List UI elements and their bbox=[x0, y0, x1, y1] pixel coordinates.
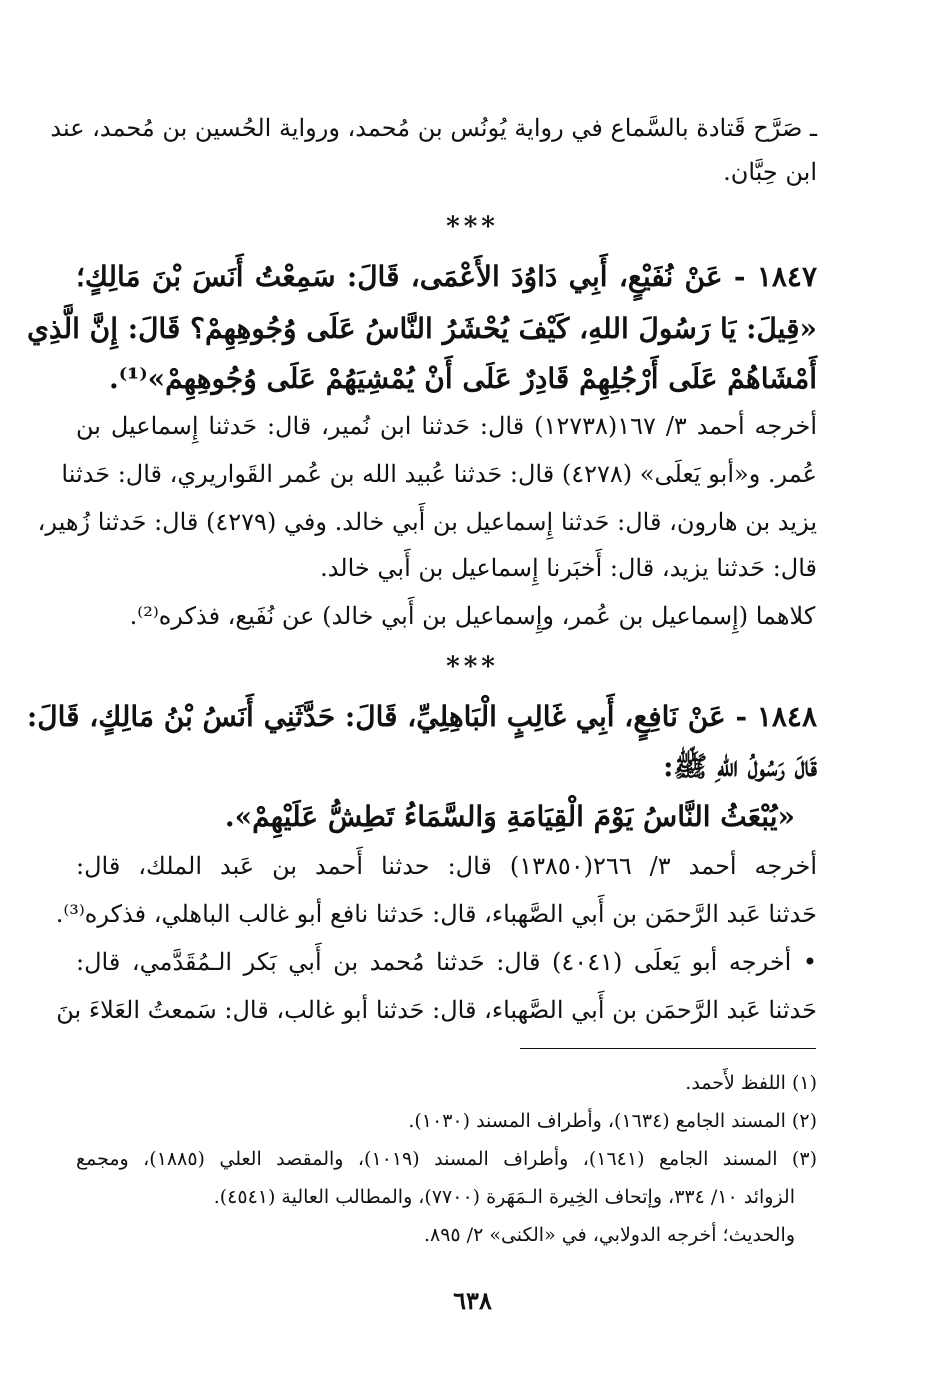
takhrij-1847-line-3: يزيد بن هارون، قال: حَدثنا إِسماعيل بن أَبي خالد. وفي (٤٢٧٩) قال: حَدثنا زُهير، bbox=[37, 508, 817, 536]
hadith-1848-line-1: ١٨٤٨ - عَنْ نَافِعٍ، أَبِي غَالِبٍ الْبَاهِلِيِّ، قَالَ: حَدَّثَنِي أَنَسُ بْنُ مَالِكٍ، قَالَ: bbox=[26, 700, 817, 733]
takhrij-1847-line-2: عُمر. و«أبو يَعلَى» (٤٢٧٨) قال: حَدثنا عُبيد الله بن عُمر القَواريري، قال: حَدثنا bbox=[61, 460, 817, 488]
intro-line-2: ابن حِبَّان. bbox=[723, 158, 817, 186]
footnote-3-line-2: الزوائد ١٠/ ٣٣٤، وإتحاف الخِيرة الـمَهَرة (٧٧٠٠)، والمطالب العالية (٤٥٤١). bbox=[213, 1186, 795, 1208]
section-separator: *** bbox=[446, 212, 499, 242]
takhrij-1848-line-1: أخرجه أحمد ٣/ ٢٦٦(١٣٨٥٠) قال: حدثنا أَحمد بن عَبد الملك، قال: bbox=[76, 852, 817, 880]
hadith-1848-line-3: «يُبْعَثُ النَّاسُ يَوْمَ الْقِيَامَةِ وَالسَّمَاءُ تَطِشُّ عَلَيْهِمْ». bbox=[224, 800, 795, 833]
hadith-1847-line-1: ١٨٤٧ - عَنْ نُفَيْعٍ، أَبِي دَاوُدَ الأَعْمَى، قَالَ: سَمِعْتُ أَنَسَ بْنَ مَالِكٍ؛ bbox=[76, 260, 817, 293]
hadith-1847-line-3: أَمْشَاهُمْ عَلَى أَرْجُلِهِمْ قَادِرٌ عَلَى أَنْ يُمْشِيَهُمْ عَلَى وُجُوهِهِمْ»⁽¹⁾. bbox=[108, 362, 817, 395]
footnote-3-line-1: (٣) المسند الجامع (١٦٤١)، وأطراف المسند (١٠١٩)، والمقصد العلي (١٨٨٥)، ومجمع bbox=[76, 1148, 817, 1170]
intro-line-1: ـ صَرَّح قَتادة بالسَّماع في رواية يُونُس بن مُحمد، ورواية الحُسين بن مُحمد، عند bbox=[50, 114, 817, 142]
takhrij-1847-line-5: كلاهما (إِسماعيل بن عُمر، وإِسماعيل بن أَبي خالد) عن نُفَيع، فذكره⁽²⁾. bbox=[129, 602, 816, 630]
footnote-1: (١) اللفظ لأَحمد. bbox=[685, 1072, 817, 1094]
page-number: ٦٣٨ bbox=[453, 1286, 492, 1315]
footnote-divider bbox=[520, 1048, 816, 1049]
takhrij-1848-line-2: حَدثنا عَبد الرَّحمَن بن أَبي الصَّهباء، قال: حَدثنا نافع أبو غالب الباهلي، فذكره⁽³⁾. bbox=[55, 900, 817, 928]
takhrij-1848-line-3: • أخرجه أبو يَعلَى (٤٠٤١) قال: حَدثنا مُحمد بن أَبي بَكر الـمُقَدَّمي، قال: bbox=[76, 948, 817, 976]
footnote-3-line-3: والحديث؛ أخرجه الدولابي، في «الكنى» ٢/ ٨٩٥. bbox=[423, 1224, 795, 1246]
takhrij-1847-line-4: قال: حَدثنا يزيد، قال: أَخبَرنا إِسماعيل بن أَبي خالد. bbox=[320, 554, 817, 582]
hadith-1848-line-2: قَالَ رَسُولُ اللهِ ﷺ: bbox=[663, 750, 817, 783]
takhrij-1848-line-4: حَدثنا عَبد الرَّحمَن بن أَبي الصَّهباء، قال: حَدثنا أبو غالب، قال: سَمعتُ العَلاءَ بنَ bbox=[56, 996, 817, 1024]
footnote-2: (٢) المسند الجامع (١٦٣٤)، وأطراف المسند (١٠٣٠). bbox=[408, 1110, 817, 1132]
hadith-1847-line-2: «قِيلَ: يَا رَسُولَ اللهِ، كَيْفَ يُحْشَرُ النَّاسُ عَلَى وُجُوهِهِمْ؟ قَالَ: إِنَّ الَّذِي bbox=[26, 312, 817, 345]
takhrij-1847-line-1: أخرجه أحمد ٣/ ١٦٧(١٢٧٣٨) قال: حَدثنا ابن نُمير، قال: حَدثنا إِسماعيل بن bbox=[76, 412, 818, 440]
section-separator: *** bbox=[446, 652, 499, 682]
